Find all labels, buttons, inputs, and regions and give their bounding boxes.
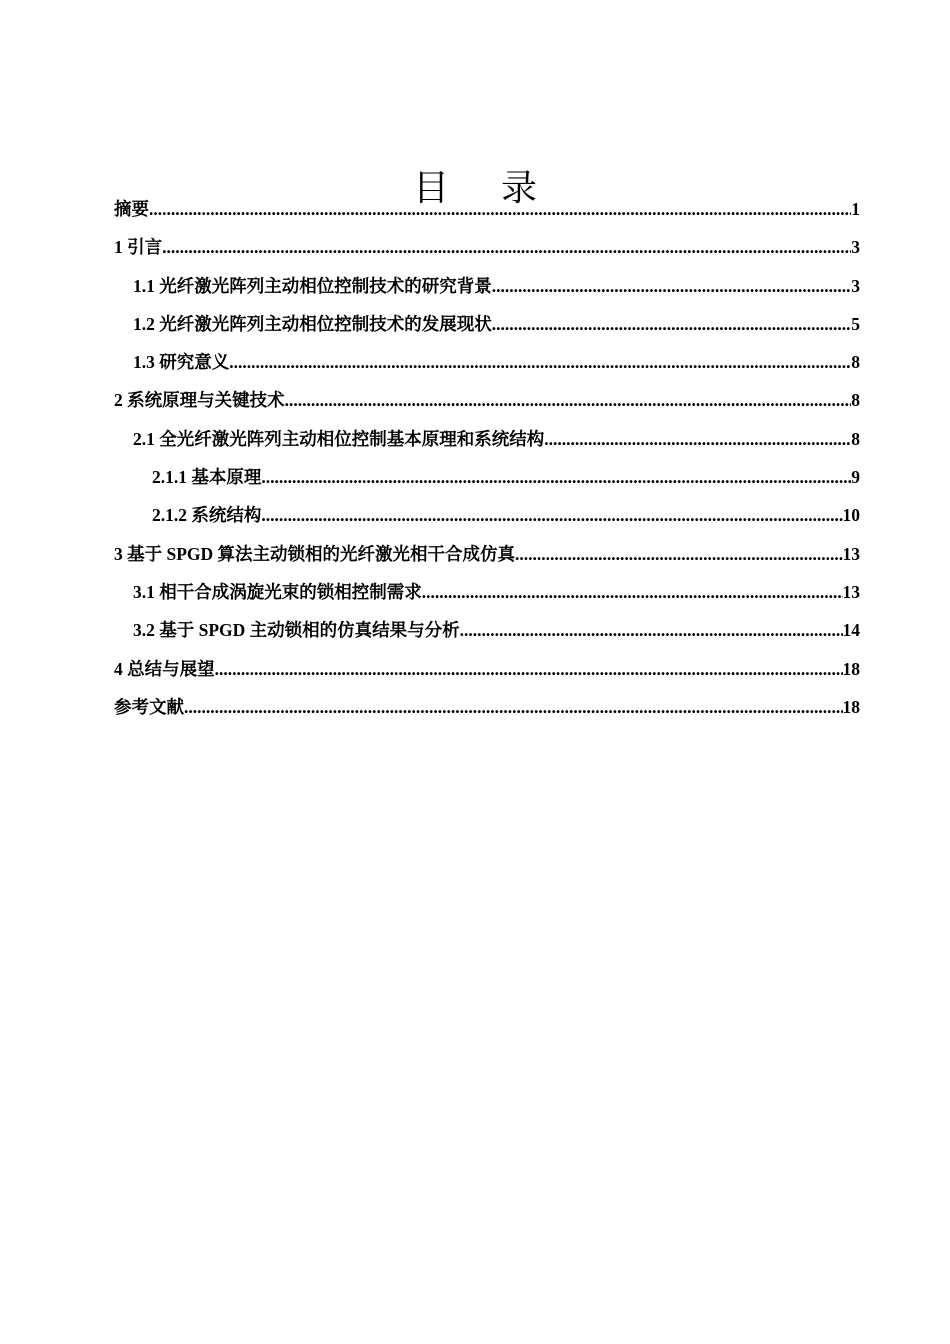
toc-leader-dots [515,535,842,573]
toc-entry-text: 2.1 全光纤激光阵列主动相位控制基本原理和系统结构 [133,428,545,449]
toc-entry[interactable] [114,228,860,266]
toc-entry[interactable] [114,190,860,228]
toc-entry-text: 1.1 光纤激光阵列主动相位控制技术的研究背景 [133,275,492,296]
toc-entry[interactable] [114,535,860,573]
toc-entry-page: 10 [842,505,860,526]
toc-entry-page: 5 [851,313,860,334]
toc-entry-text: 3.1 相干合成涡旋光束的锁相控制需求 [133,581,422,602]
toc-entry-page: 1 [851,199,860,219]
toc-entry-page: 8 [851,352,860,373]
toc-entry-page: 14 [842,620,860,641]
toc-leader-dots [492,267,852,305]
toc-entry[interactable] [114,267,860,305]
toc-entry[interactable] [114,420,860,458]
toc-leader-dots [544,420,851,458]
toc-list [114,190,860,726]
toc-leader-dots [285,381,852,419]
toc-entry-text: 1.3 研究意义 [133,352,230,373]
toc-entry-page: 8 [851,428,860,449]
toc-entry-text: 2.1.1 基本原理 [152,467,262,488]
toc-entry-text: 摘要 [114,199,149,219]
toc-entry-text: 2 系统原理与关键技术 [114,390,285,411]
toc-leader-dots [460,611,843,649]
toc-leader-dots [261,496,842,534]
toc-entry-text: 1 引言 [114,237,163,258]
toc-leader-dots [149,190,851,228]
toc-title-char-2: 录 [501,168,538,210]
toc-entry-text: 3 基于 SPGD 算法主动锁相的光纤激光相干合成仿真 [114,543,516,564]
toc-entry[interactable] [114,343,860,381]
toc-entry-page: 18 [842,696,860,717]
toc-entry-page: 13 [842,543,860,564]
toc-entry[interactable] [114,650,860,688]
toc-entry-text: 2.1.2 系统结构 [152,505,262,526]
toc-entry-page: 3 [851,237,860,258]
toc-entry-page: 3 [851,275,860,296]
toc-entry[interactable] [114,381,860,419]
toc-entry-text: 参考文献 [114,696,184,717]
toc-entry[interactable] [114,611,860,649]
toc-leader-dots [215,650,843,688]
toc-leader-dots [422,573,843,611]
toc-entry[interactable] [114,496,860,534]
toc-entry-text: 3.2 基于 SPGD 主动锁相的仿真结果与分析 [133,620,460,641]
toc-entry-page: 9 [851,467,860,488]
toc-entry-page: 18 [842,658,860,679]
toc-entry-text: 1.2 光纤激光阵列主动相位控制技术的发展现状 [133,313,492,334]
toc-leader-dots [162,228,851,266]
toc-entry[interactable] [114,458,860,496]
toc-title-char-1: 目 [412,168,449,210]
toc-entry[interactable] [114,573,860,611]
toc-leader-dots [492,305,852,343]
toc-leader-dots [184,688,843,726]
toc-entry[interactable] [114,305,860,343]
toc-entry-page: 13 [842,581,860,602]
toc-leader-dots [229,343,851,381]
toc-entry-text: 4 总结与展望 [114,658,215,679]
toc-leader-dots [261,458,851,496]
toc-entry-page: 8 [851,390,860,411]
toc-entry[interactable] [114,688,860,726]
